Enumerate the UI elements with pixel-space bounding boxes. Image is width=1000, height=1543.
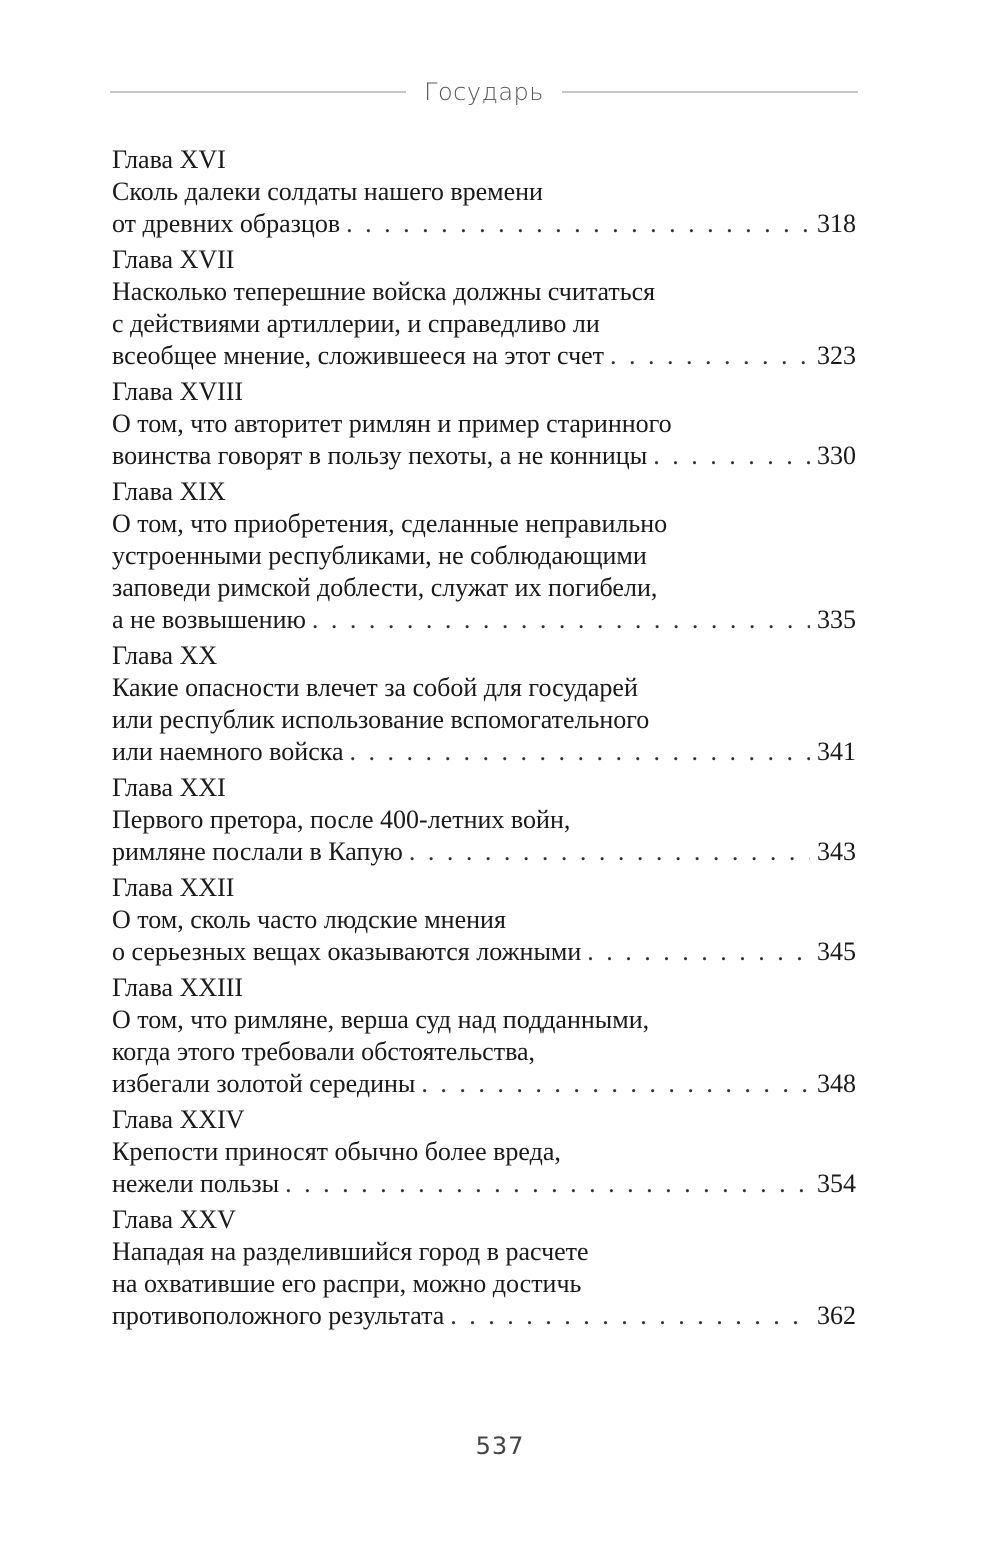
chapter-title-line: О том, что авторитет римлян и пример старинного [112,409,672,438]
chapter-title-line: от древних образцов [112,209,341,238]
chapter-title-last-line [112,1168,856,1200]
toc-entry [112,1204,856,1332]
chapter-label: Глава XXIII [112,973,244,1002]
toc-page-number: 335 [817,605,856,634]
dot-leader [340,208,810,240]
chapter-title-line: Какие опасности влечет за собой для государей [112,673,638,702]
chapter-title-line: Нападая на разделившийся город в расчете [112,1237,589,1266]
chapter-title-last-line [112,936,856,968]
chapter-title-line: или наемного войска [112,737,344,766]
running-header [110,70,858,114]
toc-page-number: 341 [817,737,856,766]
dot-leader [581,936,810,968]
chapter-title-line: нежели пользы [112,1169,280,1198]
chapter-title-line: воинства говорят в пользу пехоты, а не конницы [112,441,648,470]
dot-leader [403,836,810,868]
chapter-title-line: устроенными республиками, не соблюдающими [112,541,647,570]
chapter-title-line: Крепости приносят обычно более вреда, [112,1137,561,1166]
chapter-title-last-line [112,736,856,768]
toc-page-number: 348 [817,1069,856,1098]
chapter-title-last-line [112,1068,856,1100]
toc-entry [112,972,856,1100]
chapter-label: Глава XXIV [112,1105,245,1134]
chapter-label: Глава XIX [112,477,226,506]
chapter-title-line: римляне послали в Капую [112,837,403,866]
chapter-title-line: О том, сколь часто людские мнения [112,905,506,934]
toc-entry [112,376,856,472]
chapter-title-line: О том, что римляне, верша суд над подданными, [112,1005,650,1034]
chapter-title-line: противоположного результата [112,1301,445,1330]
chapter-title-line: Насколько теперешние войска должны считаться [112,277,656,306]
dot-leader [604,340,810,372]
chapter-title-last-line [112,604,856,636]
toc-page-number: 354 [817,1169,856,1198]
toc-page-number: 345 [817,937,856,966]
chapter-title-line: заповеди римской доблести, служат их погибели, [112,573,658,602]
chapter-title-line: когда этого требовали обстоятельства, [112,1037,536,1066]
chapter-label: Глава XVII [112,245,235,274]
dot-leader [415,1068,810,1100]
chapter-label: Глава XXI [112,773,226,802]
page-number: 537 [475,1432,525,1460]
chapter-label: Глава XX [112,641,218,670]
toc-page-number: 318 [817,209,856,238]
table-of-contents [112,144,856,1336]
running-header-title: Государь [424,78,544,106]
toc-entry [112,640,856,768]
chapter-label: Глава XXII [112,873,235,902]
toc-entry [112,872,856,968]
chapter-label: Глава XXV [112,1205,236,1234]
chapter-title-line: или республик использование вспомогательного [112,705,650,734]
chapter-title-last-line [112,440,856,472]
toc-page-number: 343 [817,837,856,866]
chapter-title-line: а не возвышению [112,605,306,634]
toc-entry [112,244,856,372]
header-rule-right [562,91,858,93]
chapter-title-last-line [112,1300,856,1332]
chapter-title-last-line [112,836,856,868]
toc-entry [112,1104,856,1200]
dot-leader [344,736,810,768]
header-rule-left [110,91,406,93]
dot-leader [444,1300,810,1332]
chapter-title-line: избегали золотой середины [112,1069,416,1098]
toc-entry [112,144,856,240]
toc-page-number: 323 [817,341,856,370]
chapter-title-last-line [112,340,856,372]
toc-entry [112,772,856,868]
chapter-label: Глава XVIII [112,377,244,406]
chapter-title-line: О том, что приобретения, сделанные неправильно [112,509,668,538]
toc-page-number: 362 [817,1301,856,1330]
toc-entry [112,476,856,636]
chapter-title-line: на охватившие его распри, можно достичь [112,1269,582,1298]
dot-leader [306,604,810,636]
chapter-title-line: Первого претора, после 400-летних войн, [112,805,571,834]
chapter-title-last-line [112,208,856,240]
dot-leader [279,1168,810,1200]
chapter-title-line: Сколь далеки солдаты нашего времени [112,177,543,206]
chapter-label: Глава XVI [112,145,226,174]
dot-leader [647,440,810,472]
chapter-title-line: всеобщее мнение, сложившееся на этот счет [112,341,605,370]
toc-page-number: 330 [817,441,856,470]
chapter-title-line: с действиями артиллерии, и справедливо ли [112,309,600,338]
chapter-title-line: о серьезных вещах оказываются ложными [112,937,582,966]
